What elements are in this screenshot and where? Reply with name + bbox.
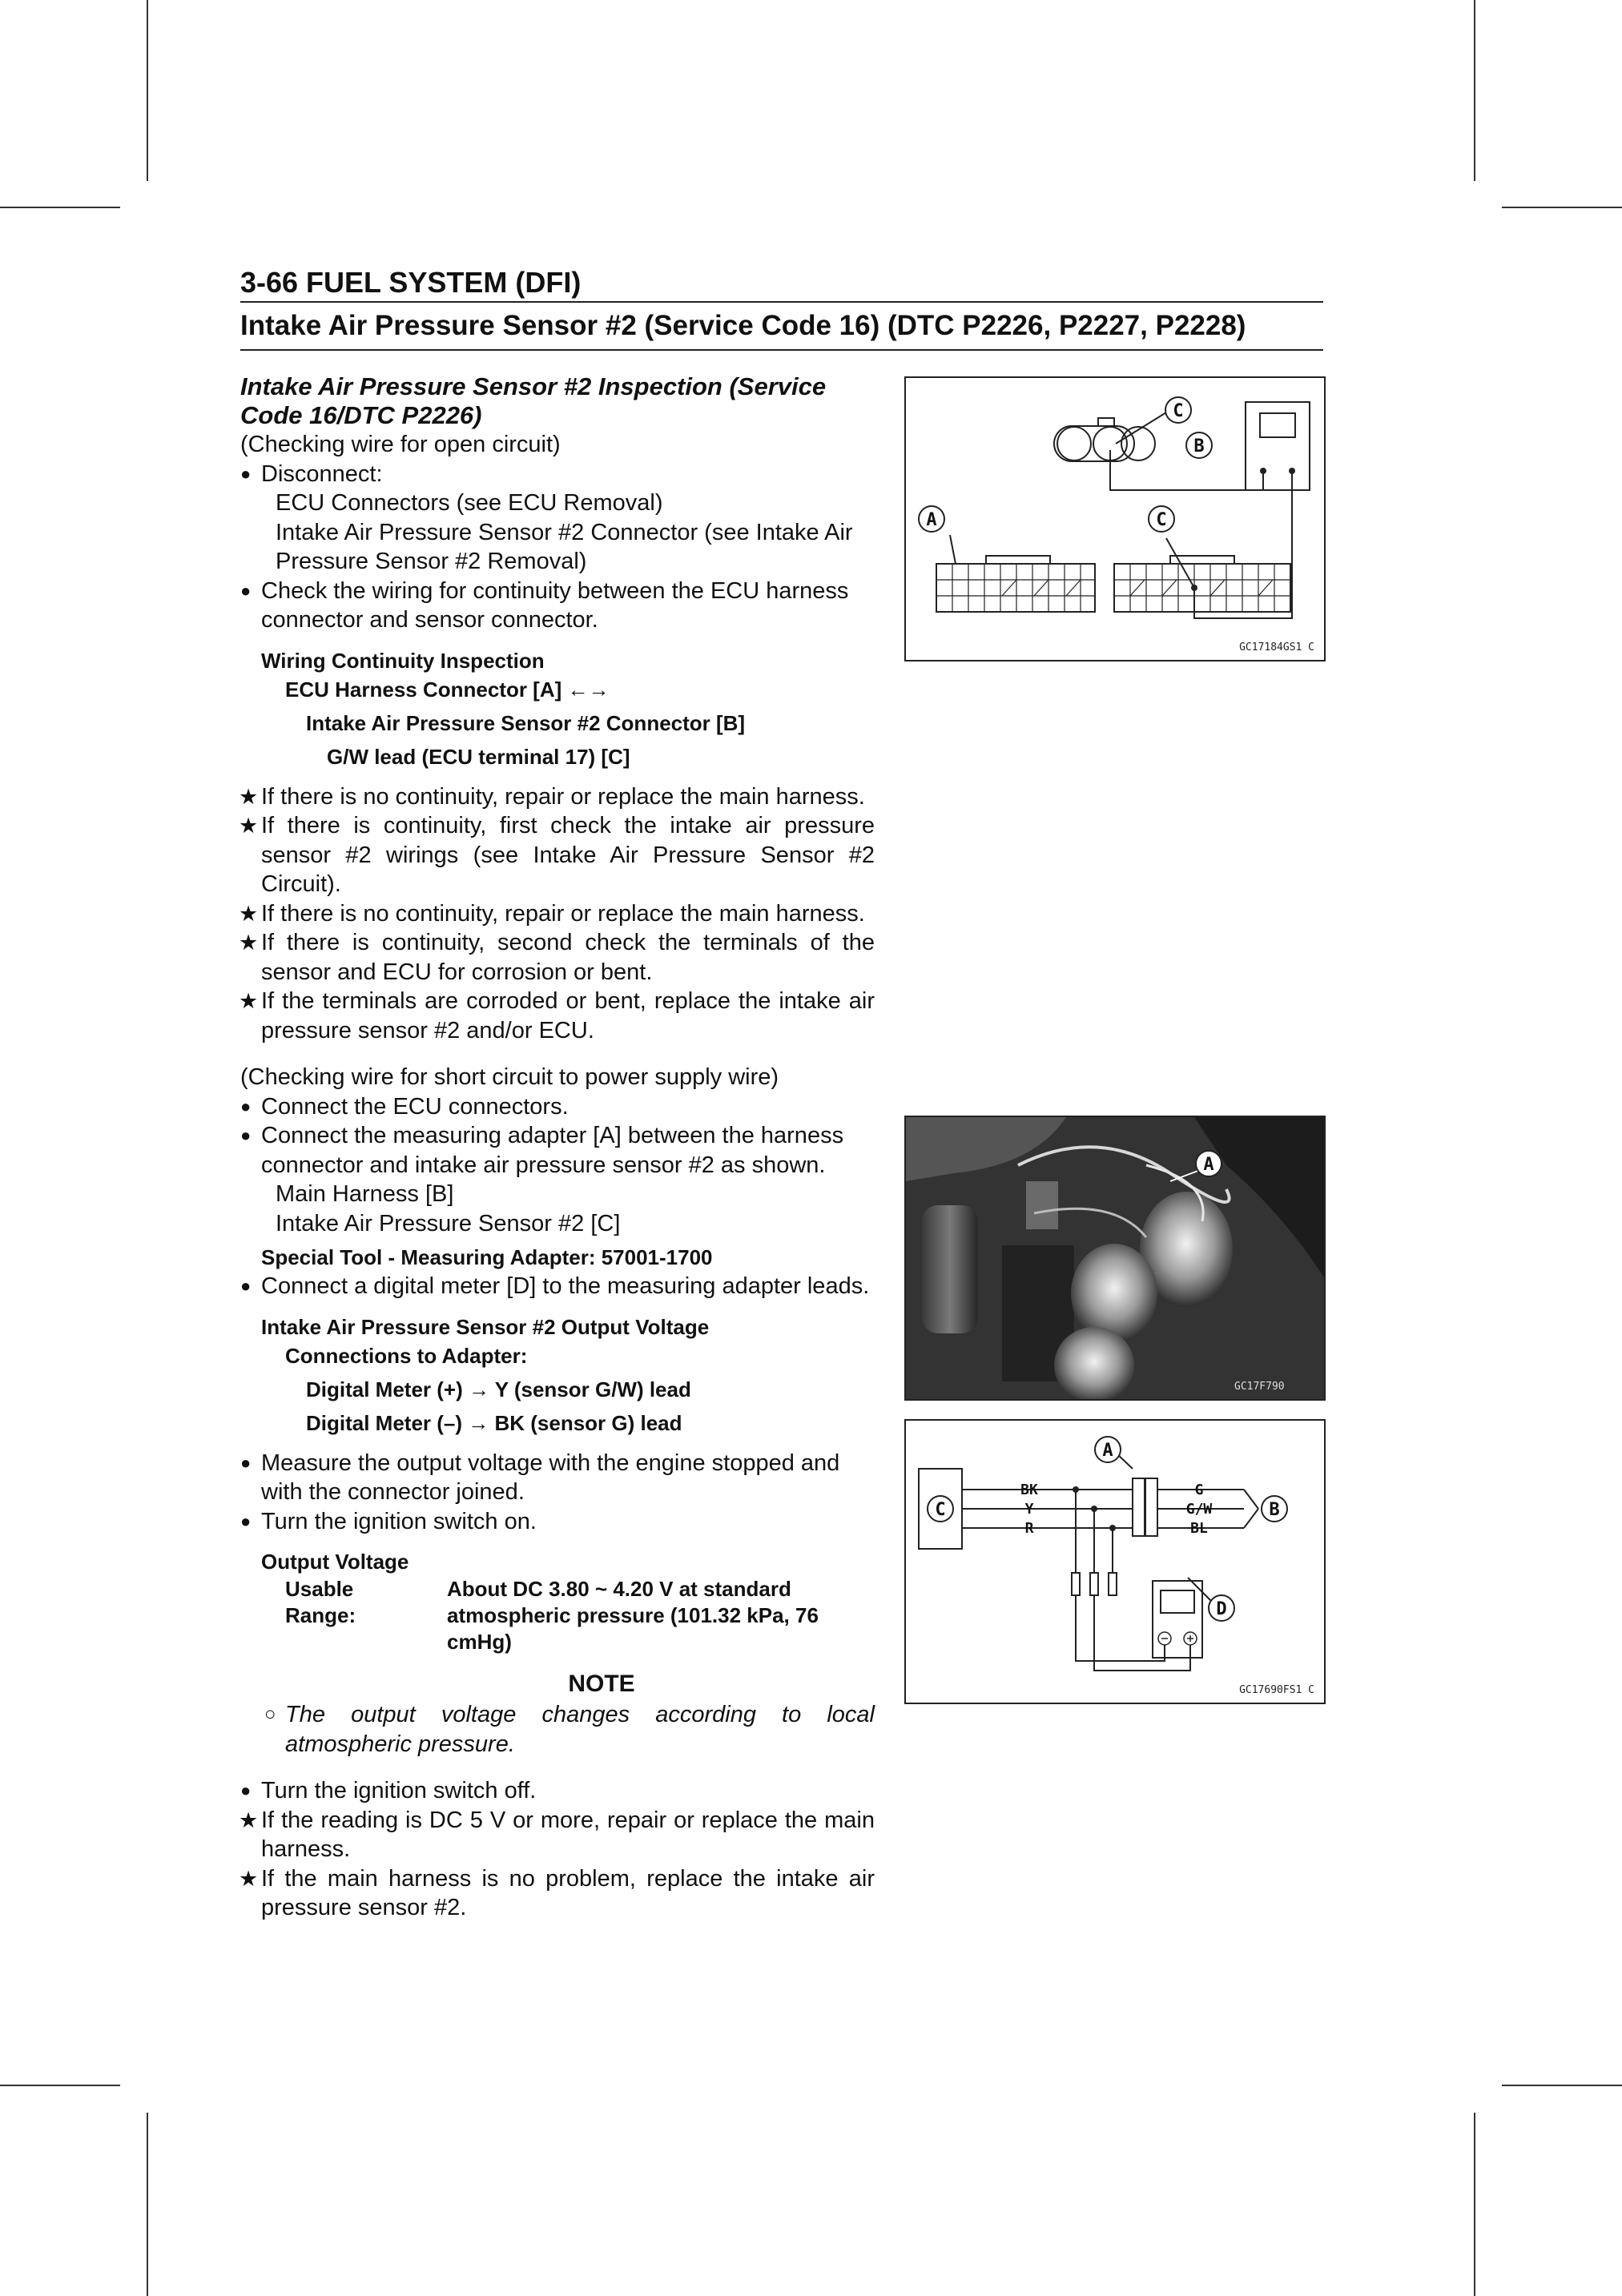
wiring-continuity-figure xyxy=(904,376,1326,661)
figure-code: GC17F790 xyxy=(1234,1381,1285,1393)
output-voltage-diagram xyxy=(906,1421,1324,1703)
result-item: ★ If the terminals are corroded or bent, replace the intake air pressure sensor #2 and/or ECU. xyxy=(240,987,875,1045)
check-wiring-step: ● Check the wiring for continuity between the ECU harness connector and sensor connector. xyxy=(240,577,875,635)
callout-c: C xyxy=(935,1500,946,1520)
disconnect-step: ● Disconnect: xyxy=(240,460,875,489)
output-spec-line: Connections to Adapter: xyxy=(285,1343,528,1368)
wire-label-r: R xyxy=(1024,1520,1034,1537)
wire-label-y: Y xyxy=(1024,1501,1034,1518)
wiring-spec-line: Intake Air Pressure Sensor #2 Connector [B] xyxy=(306,710,746,735)
disconnect-item: ECU Connectors (see ECU Removal) xyxy=(276,490,663,516)
result-item: ★ If the reading is DC 5 V or more, repair or replace the main harness. xyxy=(240,1806,875,1864)
main-text-column xyxy=(240,372,875,1923)
crop-mark xyxy=(147,2113,148,2296)
output-voltage-row xyxy=(240,1576,875,1655)
crop-mark xyxy=(1502,2085,1622,2086)
crop-mark xyxy=(0,207,120,208)
connect-meter-step: ● Connect a digital meter [D] to the measuring adapter leads. xyxy=(240,1272,875,1301)
engine-photo xyxy=(906,1117,1324,1399)
callout-d: D xyxy=(1216,1599,1227,1619)
callout-c: C xyxy=(1173,401,1184,421)
section-rule xyxy=(240,349,1323,351)
result-item: ★ If there is no continuity, repair or replace the main harness. xyxy=(240,899,875,929)
result-item: ★ If the main harness is no problem, replace the intake air pressure sensor #2. xyxy=(240,1864,875,1923)
output-voltage-value: About DC 3.80 ~ 4.20 V at standard atmospheric pressure (101.32 kPa, 76 cmHg) xyxy=(447,1577,819,1654)
wiring-spec-title: Wiring Continuity Inspection xyxy=(261,648,545,673)
wire-label-g: G xyxy=(1194,1482,1204,1498)
result-item: ★ If there is continuity, second check the terminals of the sensor and ECU for corrosion or bent. xyxy=(240,928,875,987)
note-title: NOTE xyxy=(568,1671,635,1697)
section-title: Intake Air Pressure Sensor #2 (Service Code 16) (DTC P2226, P2227, P2228) xyxy=(240,310,1246,341)
ignition-on-step: ● Turn the ignition switch on. xyxy=(240,1507,875,1537)
connect-adapter-step: ● Connect the measuring adapter [A] between the harness connector and intake air pressure sensor #2 as shown. xyxy=(240,1121,875,1180)
figure-code: GC17690FS1 C xyxy=(1239,1684,1314,1696)
wiring-spec-line: G/W lead (ECU terminal 17) [C] xyxy=(327,744,630,769)
adapter-item: Main Harness [B] xyxy=(276,1181,454,1207)
page-header xyxy=(240,264,1323,351)
special-tool: Special Tool - Measuring Adapter: 57001-1700 xyxy=(261,1245,713,1269)
header-rule xyxy=(240,301,1323,303)
figure-code: GC17184GS1 C xyxy=(1239,641,1314,653)
adapter-photo-figure xyxy=(904,1116,1326,1401)
result-item: ★ If there is no continuity, repair or replace the main harness. xyxy=(240,782,875,812)
output-voltage-figure xyxy=(904,1419,1326,1704)
adapter-item: Intake Air Pressure Sensor #2 [C] xyxy=(276,1210,621,1236)
callout-b: B xyxy=(1193,436,1205,456)
wiring-continuity-diagram xyxy=(906,378,1324,660)
output-spec-line: Digital Meter (–) → BK (sensor G) lead xyxy=(306,1410,682,1435)
crop-mark xyxy=(0,2085,120,2086)
crop-mark xyxy=(1474,2113,1475,2296)
output-voltage-title: Output Voltage xyxy=(261,1550,409,1574)
callout-a: A xyxy=(1203,1155,1214,1175)
output-spec-line: Digital Meter (+) → Y (sensor G/W) lead xyxy=(306,1377,691,1401)
note-text: ○ The output voltage changes according to local atmospheric pressure. xyxy=(240,1700,875,1759)
connect-ecu-step: ● Connect the ECU connectors. xyxy=(240,1092,875,1122)
short-circuit-heading: (Checking wire for short circuit to power supply wire) xyxy=(240,1064,779,1090)
wire-label-bk: BK xyxy=(1020,1482,1038,1498)
page-title: 3-66 FUEL SYSTEM (DFI) xyxy=(240,266,582,299)
callout-a: A xyxy=(926,510,937,530)
output-voltage-key: Usable Range: xyxy=(285,1577,356,1627)
measure-step: ● Measure the output voltage with the engine stopped and with the connector joined. xyxy=(240,1449,875,1507)
wire-label-bl: BL xyxy=(1190,1520,1208,1537)
crop-mark xyxy=(1474,0,1475,181)
inspection-title: Intake Air Pressure Sensor #2 Inspection (Service Code 16/DTC P2226) xyxy=(240,372,827,429)
wiring-spec-line: ECU Harness Connector [A] ←→ xyxy=(285,677,610,702)
open-circuit-heading: (Checking wire for open circuit) xyxy=(240,432,561,457)
crop-mark xyxy=(1502,207,1622,208)
result-item: ★ If there is continuity, first check the intake air pressure sensor #2 wirings (see Intake Air Pressure Sensor #2 Circuit). xyxy=(240,811,875,899)
callout-a: A xyxy=(1102,1441,1113,1461)
callout-b: B xyxy=(1269,1500,1280,1520)
disconnect-item: Intake Air Pressure Sensor #2 Connector (see Intake Air Pressure Sensor #2 Removal) xyxy=(276,519,853,574)
output-spec-title: Intake Air Pressure Sensor #2 Output Voltage xyxy=(261,1314,710,1339)
ignition-off-step: ● Turn the ignition switch off. xyxy=(240,1776,875,1806)
callout-c: C xyxy=(1156,510,1167,530)
crop-mark xyxy=(147,0,148,181)
wire-label-gw: G/W xyxy=(1185,1501,1213,1518)
